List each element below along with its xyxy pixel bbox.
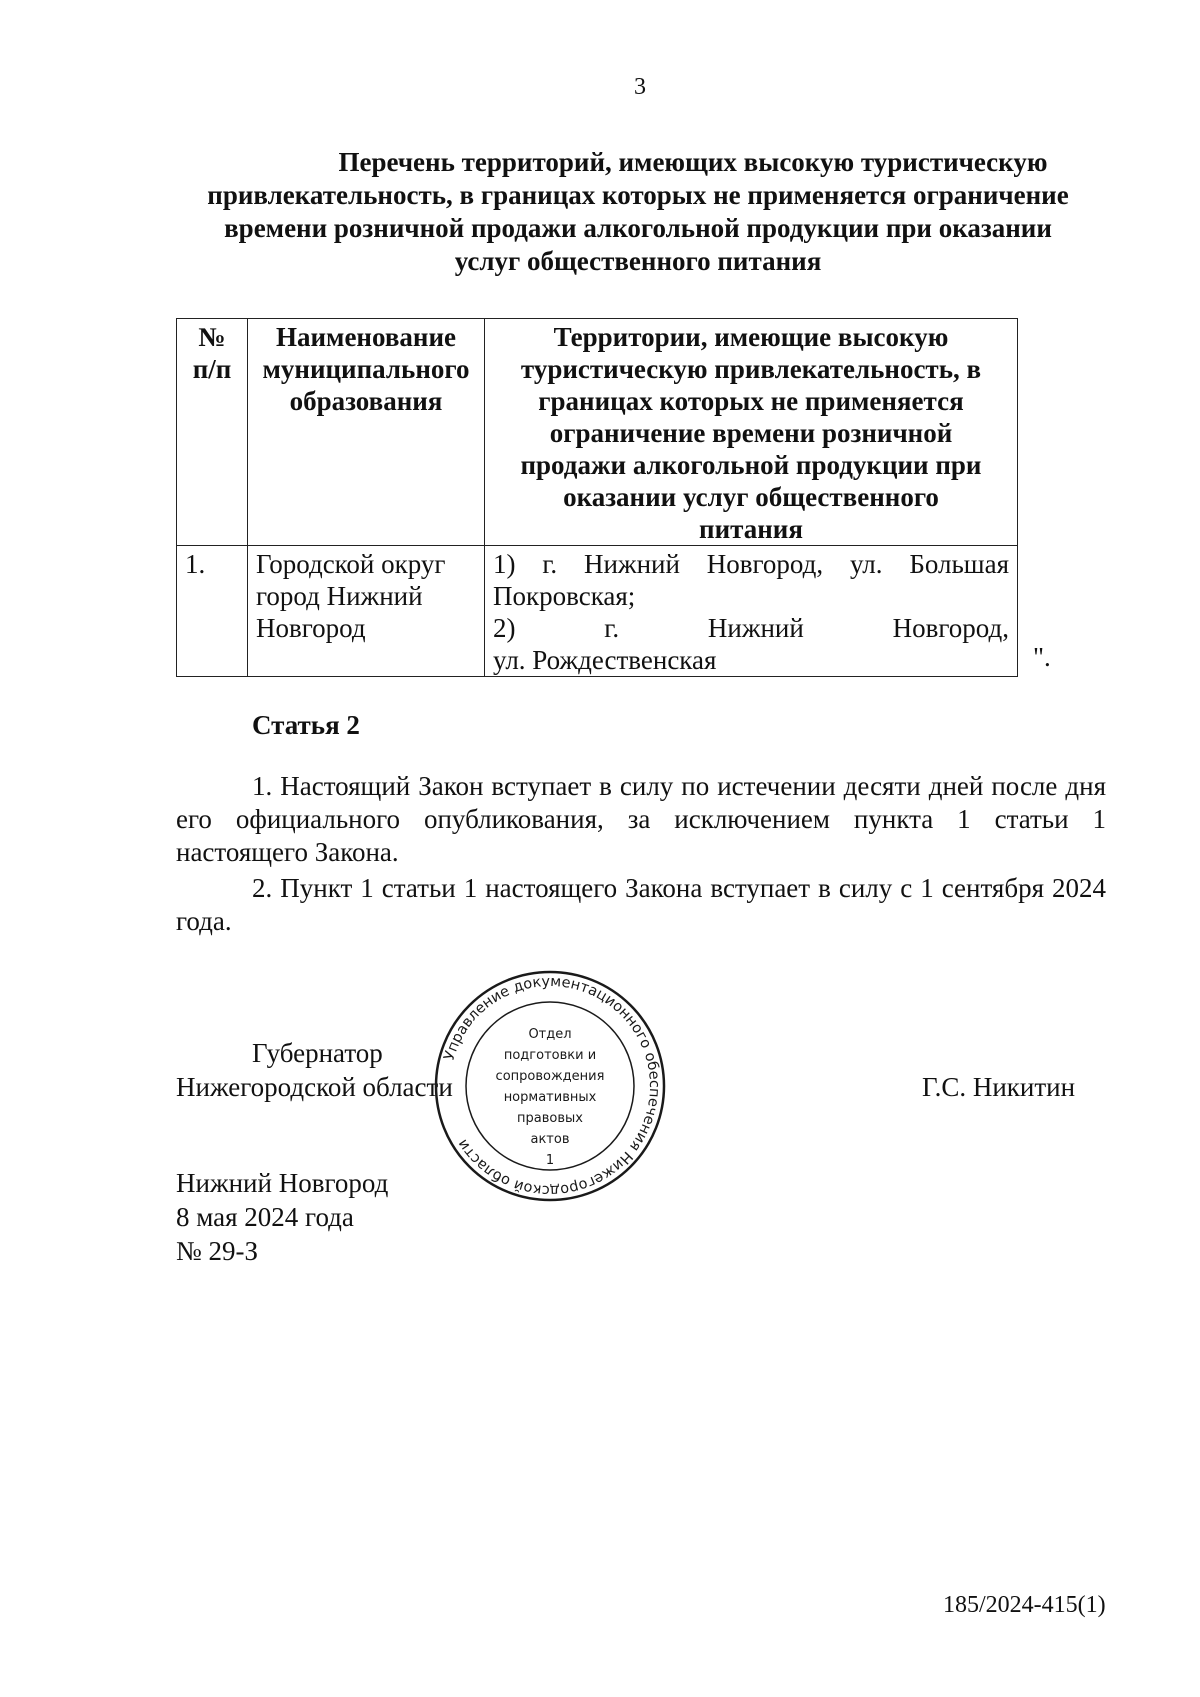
header-text: Территории, имеющие высокую [553,322,949,352]
header-text: оказании услуг общественного [563,482,939,512]
table-row [177,546,1018,677]
stamp-inner-line: актов [530,1132,570,1147]
header-text: муниципального [262,354,470,384]
cell-territories [485,546,1018,677]
article-heading: Статья 2 [252,710,360,740]
cell-municipality [248,546,485,677]
article-paragraph: 1. Настоящий Закон вступает в силу по истечении десяти дней после дня его официального опубликования, за исключением пункта 1 статьи 1 настоящего Закона. [176,771,1106,867]
cell-number: 1. [177,546,248,677]
cell-text: Новгород [256,613,366,643]
governor-title-line: Нижегородской области [176,1072,453,1102]
city: Нижний Новгород [176,1168,389,1198]
stamp-inner-line: подготовки и [503,1048,597,1063]
header-text: питания [699,514,803,544]
title-line: Перечень территорий, имеющих высокую туристическую [338,147,1048,177]
territories-table [176,318,1018,677]
document-number: 185/2024-415(1) [943,1592,1106,1618]
signer-name: Г.С. Никитин [922,1072,1076,1102]
place-date-block [176,1166,388,1268]
cell-text: Покровская; [493,581,636,611]
title-line: услуг общественного питания [454,246,822,276]
header-text: продажи алкогольной продукции при [520,450,982,480]
stamp-inner-line: правовых [517,1111,583,1126]
header-territories [485,319,1018,546]
article-body [176,770,1106,941]
closing-quote: ". [1033,642,1051,672]
governor-title [176,1036,453,1104]
header-text: ограничение времени розничной [549,418,953,448]
stamp-inner-line: сопровождения [495,1069,605,1084]
cell-text: ул. Рождественская [493,645,717,675]
governor-title-line: Губернатор [252,1038,383,1068]
cell-text: город Нижний [256,581,423,611]
official-stamp [432,968,668,1204]
header-text: № [198,322,226,352]
header-number [177,319,248,546]
article-paragraph: 2. Пункт 1 статьи 1 настоящего Закона вступает в силу с 1 сентября 2024 года. [176,873,1106,936]
cell-text: 1) г. Нижний Новгород, ул. Большая [493,549,1009,579]
stamp-inner-line: 1 [545,1153,555,1168]
list-title [178,146,1098,278]
cell-text: 2) г. Нижний Новгород, [493,613,1009,643]
header-text: туристическую привлекательность, в [520,354,982,384]
header-text: границах которых не применяется [538,386,964,416]
date: 8 мая 2024 года [176,1202,354,1232]
header-text: Наименование [276,322,456,352]
stamp-outer-text: Управление документационного обеспечения Нижегородской области [441,973,663,1199]
header-text: образования [289,386,443,416]
header-text: п/п [192,354,232,384]
title-line: времени розничной продажи алкогольной продукции при оказании [224,213,1052,243]
page-number: 3 [634,74,646,100]
title-line: привлекательность, в границах которых не применяется ограничение [207,180,1069,210]
table-header-row [177,319,1018,546]
stamp-inner-line: Отдел [528,1027,572,1042]
cell-text: Городской округ [256,549,446,579]
stamp-inner-line: нормативных [503,1090,597,1105]
header-municipality [248,319,485,546]
law-number: № 29-З [176,1236,259,1266]
